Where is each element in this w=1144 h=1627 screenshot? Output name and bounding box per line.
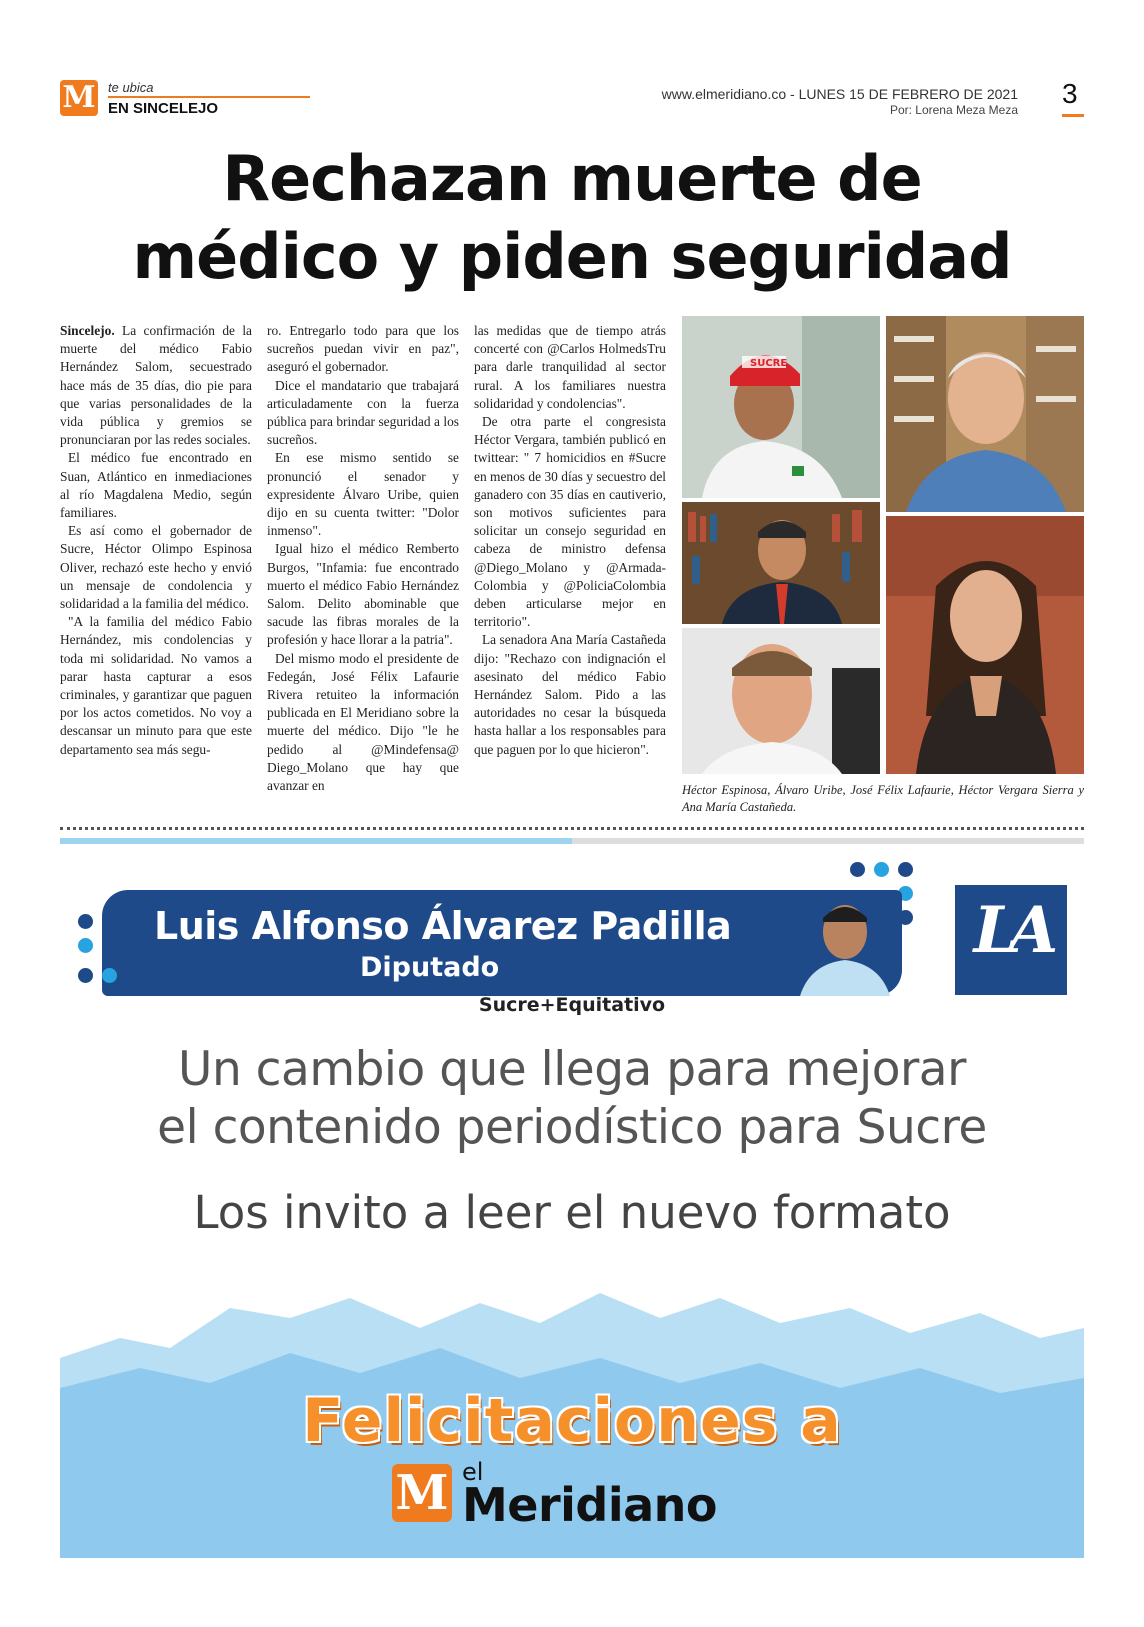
article-paragraph: La senadora Ana María Castañeda dijo: "Rechazo con indignación el asesinato del médico Fabio Hernández Salom. Pido a las autoridades no cesar la búsqueda hasta hallar a los responsables para que paguen por lo que hicieron". — [474, 632, 666, 757]
header-rule — [108, 96, 310, 98]
photo-caption: Héctor Espinosa, Álvaro Uribe, José Félix Lafaurie, Héctor Vergara Sierra y Ana María Castañeda. — [682, 783, 1084, 814]
decor-dot — [898, 862, 913, 877]
dateline: Sincelejo. — [60, 323, 115, 338]
article-paragraph: De otra parte el congresista Héctor Vergara, también publicó en twittear: " 7 homicidios en #Sucre en menos de 30 días y secuestro del ganadero con 35 días en cautiverio, son motivos suficientes para solicitar un consejo seguridad en cabeza de ministro defensa @Diego_Molano y @Armada-Colombia y @PoliciaColombia deben articularse mejor en territorio". — [474, 414, 666, 630]
photo-hector-vergara — [682, 502, 880, 624]
decor-dot — [78, 968, 93, 983]
photo-alvaro-uribe — [886, 316, 1084, 512]
section-title: EN SINCELEJO — [108, 100, 219, 117]
article-paragraph: Dice el mandatario que trabajará articuladamente con la fuerza pública para brindar seguridad a los sucreños. — [267, 377, 459, 448]
el-meridiano-logo: M — [60, 80, 98, 116]
article-paragraph: Igual hizo el médico Remberto Burgos, "Infamia: fue encontrado muerto el médico Fabio Hernández Salom. Delito abominable que sacude las fibras morales de la profesión y hace llorar a la patria". — [267, 541, 459, 648]
article-paragraph: El médico fue encontrado en Suan, Atlántico en inmediaciones al río Magdalena Medio, según familiares. — [60, 450, 252, 521]
headline-line-1: Rechazan muerte de — [222, 142, 922, 215]
article-paragraph: ro. Entregarlo todo para que los sucreños puedan vivir en paz", aseguró el gobernador. — [267, 323, 459, 375]
brand-name: Meridiano — [462, 1478, 718, 1532]
article-paragraph: Es así como el gobernador de Sucre, Héctor Olimpo Espinosa Oliver, rechazó este hecho y envió un mensaje de condolencia y solidaridad a la familia del médico. — [60, 523, 252, 612]
dodgers-la-logo — [955, 885, 1067, 995]
article-paragraph — [60, 322, 252, 449]
website-date-line: www.elmeridiano.co - LUNES 15 DE FEBRERO DE 2021 — [661, 86, 1018, 102]
page-number-rule — [1062, 114, 1084, 117]
la-logo-text: LA — [973, 893, 1049, 968]
section-kicker: te ubica — [108, 80, 154, 95]
congratulations-text: Felicitaciones a — [302, 1386, 842, 1456]
advertisement — [60, 838, 1084, 1558]
page-number: 3 — [1062, 78, 1078, 109]
article-paragraph: "A la familia del médico Fabio Hernández, mis condolencias y toda mi solidaridad. No vamos a parar hasta capturar a esos criminales, y garantizar que paguen por los actos cometidos. No voy a descansar un minuto para que este departamento sea más segu- — [60, 614, 252, 757]
brand-el: el — [462, 1458, 484, 1486]
brand-logo-mark: M — [392, 1464, 452, 1522]
ad-message-line-1: Un cambio que llega para mejorar — [178, 1042, 966, 1097]
decor-dot — [102, 968, 117, 983]
candidate-name: Luis Alfonso Álvarez Padilla — [154, 904, 732, 948]
article-paragraph: En ese mismo sentido se pronunció el senador y expresidente Álvaro Uribe, quien dijo en su cuenta twitter: "Dolor inmenso". — [267, 450, 459, 539]
decor-dot — [850, 862, 865, 877]
decor-dot — [874, 862, 889, 877]
candidate-role: Diputado — [360, 952, 500, 983]
article-column-2 — [267, 322, 459, 795]
cap-logo-text: SUCRE — [750, 358, 788, 369]
photo-collage — [682, 316, 1084, 774]
headline-line-2: médico y piden seguridad — [132, 220, 1012, 293]
ad-message-line-3: Los invito a leer el nuevo formato — [193, 1186, 951, 1239]
decor-dot — [78, 938, 93, 953]
photo-jose-felix-lafaurie — [682, 628, 880, 774]
photo-hector-espinosa — [682, 316, 880, 498]
section-divider — [60, 827, 1084, 830]
paragraph-text: La confirmación de la muerte del médico Fabio Hernández Salom, secuestrado hace más de 35 días, dio pie para que varias personalidades de la vida pública y gremios se pronunciaran por las redes sociales. — [60, 323, 252, 448]
headline — [60, 140, 1084, 296]
decor-dot — [126, 968, 141, 983]
article-paragraph: Del mismo modo el presidente de Fedegán, José Félix Lafaurie Rivera retuiteo la información publicada en El Meridiano sobre la muerte del médico. Dijo "le he pedido al @Mindefensa@ Diego_Molano que hay que avanzar en — [267, 650, 459, 794]
candidate-photo — [790, 890, 900, 996]
article-column-3 — [474, 322, 666, 759]
ad-top-bar — [60, 838, 1084, 844]
article-column-1 — [60, 322, 252, 759]
campaign-slogan: Sucre+Equitativo — [478, 994, 666, 1016]
byline: Por: Lorena Meza Meza — [889, 103, 1018, 117]
ad-message-line-2: el contenido periodístico para Sucre — [157, 1100, 987, 1155]
decor-dot — [78, 914, 93, 929]
article-paragraph: las medidas que de tiempo atrás concerté con @Carlos HolmedsTru para darle tranquilidad al sector rural. A los familiares nuestra solidaridad y condolencias". — [474, 323, 666, 411]
candidate-banner — [102, 890, 902, 996]
photo-ana-maria-castaneda — [886, 516, 1084, 774]
